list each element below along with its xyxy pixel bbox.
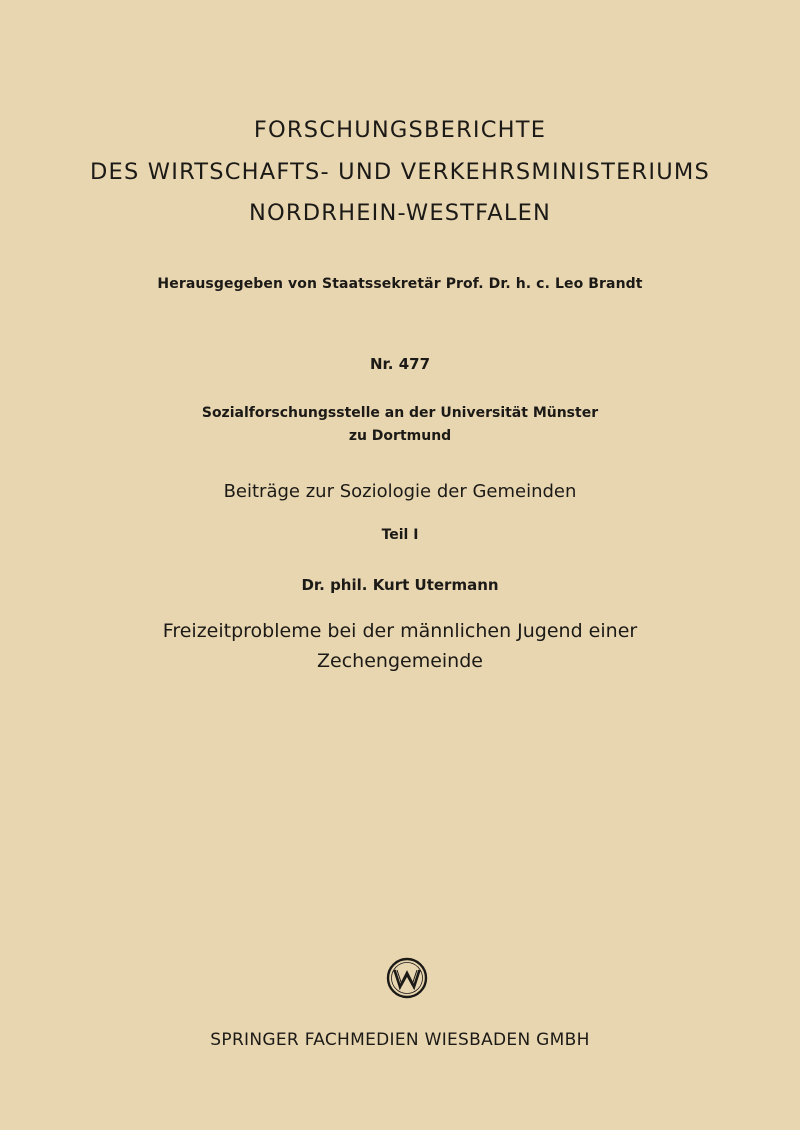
publisher-name: SPRINGER FACHMEDIEN WIESBADEN GMBH	[210, 1030, 590, 1050]
series-title-line-3: NORDRHEIN-WESTFALEN	[248, 200, 552, 226]
author-name: Dr. phil. Kurt Utermann	[301, 576, 499, 594]
part-label: Teil I	[381, 527, 419, 543]
institution-line-2: zu Dortmund	[348, 428, 452, 444]
report-number: Nr. 477	[369, 355, 431, 373]
series-title-line-1: FORSCHUNGSBERICHTE	[253, 117, 547, 143]
editor-credit: Herausgegeben von Staatssekretär Prof. Dr. h. c. Leo Brandt	[157, 276, 643, 292]
subtitle-line-2: Zechengemeinde	[317, 650, 483, 672]
publisher-logo-icon	[385, 956, 429, 1000]
institution-line-1: Sozialforschungsstelle an der Universität Münster	[201, 405, 599, 421]
subtitle-line-1: Freizeitprobleme bei der männlichen Jugend einer	[162, 620, 638, 642]
main-title: Beiträge zur Soziologie der Gemeinden	[223, 481, 577, 502]
series-title-line-2: DES WIRTSCHAFTS- UND VERKEHRSMINISTERIUMS	[90, 159, 710, 185]
